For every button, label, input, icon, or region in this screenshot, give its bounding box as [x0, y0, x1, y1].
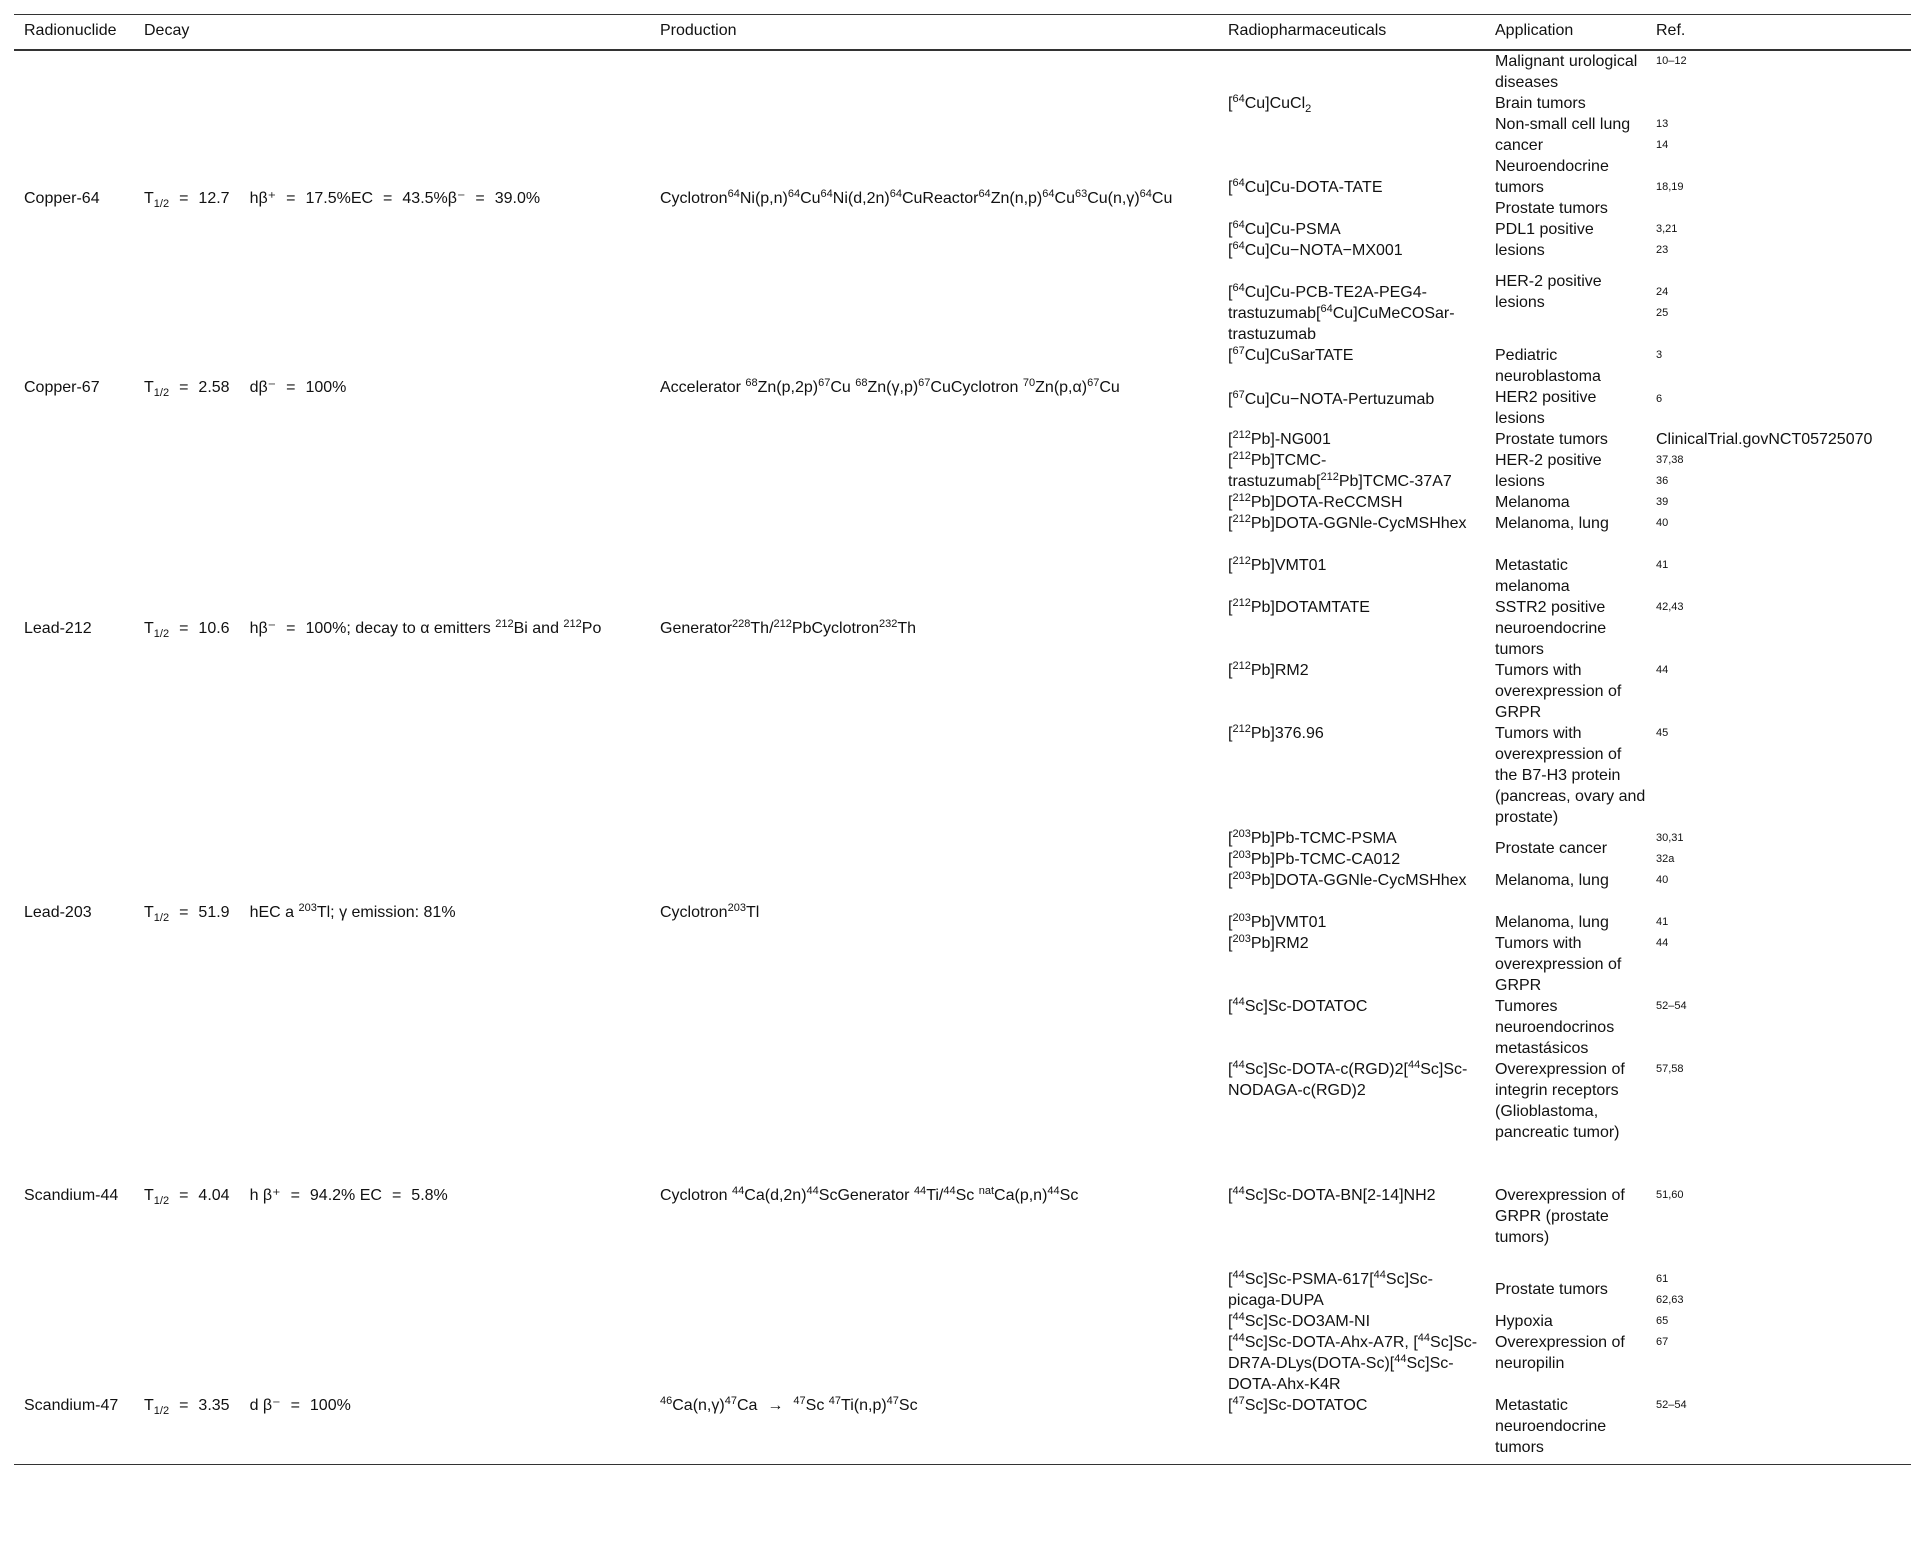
- pharma-item: [$^{212}$Pb]-NG001: [1228, 429, 1331, 448]
- pharma-item: [$^{212}$Pb]RM2: [1228, 660, 1309, 679]
- application-cell: Metastatic neuroendocrine tumors: [1485, 1395, 1646, 1465]
- decay-cell: $T_{1/2} = 4.04$ h β⁺ = 94.2% EC = 5.8%: [144, 1187, 448, 1207]
- ref-cell: 30,31 32a 40 41 44: [1656, 832, 1684, 949]
- nuclide-cell: Copper-64: [24, 189, 100, 207]
- ref-cell: 52–54: [1646, 1395, 1911, 1465]
- header-production: Production: [650, 15, 1218, 51]
- pharma-item: [$^{64}$Cu]Cu-DOTA-TATE: [1228, 177, 1383, 196]
- application-cell: Pediatric neuroblastoma HER2 positive lesions: [1495, 347, 1601, 427]
- ref-cell: ClinicalTrial.govNCT05725070 37,38 36 39 40 41 42,43 44 45: [1656, 431, 1873, 739]
- decay-cell: $T_{1/2} = 51.9$ hEC a $^{203}$Tl; γ emission: 81%: [144, 901, 456, 924]
- ref-cell: 3 6: [1656, 349, 1663, 405]
- nuclide-cell: Scandium-44: [24, 1187, 119, 1204]
- production-cell: Accelerator $^{68}Zn(p,2p)^{67}Cu$ $^{68}Zn(\gamma,p)^{67}CuCyclotron$ $^{70}Zn(p,\alpha)^{67}Cu$: [660, 376, 1120, 396]
- pharma-item: [$^{44}$Sc]Sc-DOTATOC: [1228, 996, 1368, 1015]
- pharma-item: [$^{44}$Sc]Sc-DO3AM-NI: [1228, 1311, 1371, 1330]
- nuclide-cell: Lead-203: [24, 903, 92, 921]
- table-row: [14, 50, 1911, 345]
- header-application: Application: [1485, 15, 1646, 51]
- pharma-item: [$^{212}$Pb]TCMC-trastuzumab[$^{212}$Pb]TCMC-37A7: [1228, 450, 1452, 490]
- pharma-item: [$^{212}$Pb]DOTA-ReCCMSH: [1228, 492, 1403, 511]
- pharma-item: [$^{203}$Pb]RM2: [1228, 933, 1309, 952]
- ref-cell: 10–12 13 14 18,19 3,21 23 24 25: [1656, 55, 1687, 319]
- pharma-cell: [1218, 50, 1485, 345]
- pharma-item: [$^{44}$Sc]Sc-DOTA-Ahx-A7R, [$^{44}$Sc]Sc-DR7A-DLys(DOTA-Sc)[$^{44}$Sc]Sc-DOTA-Ahx-K4R: [1228, 1332, 1478, 1393]
- pharma-item: [$^{47}$Sc]Sc-DOTATOC: [1228, 1395, 1368, 1414]
- header-decay: Decay: [134, 15, 650, 51]
- application-cell: Malignant urological diseases Brain tumors Non-small cell lung cancer Neuroendocrine tumors Prostate tumors PDL1 positive lesions HER-2 positive lesions: [1495, 53, 1638, 311]
- application-cell: Prostate tumors HER-2 positive lesions Melanoma Melanoma, lung Metastatic melanoma SSTR2 positive neuroendocrine tumors Tumors with overexpression of GRPR Tumors with overexpression of the B7-H3 protein (pancreas, ovary and prostate): [1495, 431, 1646, 826]
- pharma-item: [$^{44}$Sc]Sc-PSMA-617[$^{44}$Sc]Sc-picaga-DUPA: [1228, 1269, 1434, 1309]
- pharma-cell: [1218, 996, 1485, 1395]
- decay-cell: $T_{1/2} = 10.6$ hβ⁻ = 100%; decay to α emitters $^{212}$Bi and $^{212}$Po: [144, 618, 602, 640]
- pharma-cell: [1218, 429, 1485, 828]
- application-cell: Prostate cancer Melanoma, lung Melanoma, lung Tumors with overexpression of GRPR: [1495, 840, 1622, 994]
- header-ref: Ref.: [1646, 15, 1911, 51]
- ref-cell: 52–54 57,58 51,60 61 62,63 65 67: [1656, 1000, 1687, 1348]
- production-cell: Cyclotron$^{203}$Tl: [660, 901, 760, 921]
- application-cell: Tumores neuroendocrinos metastásicos Overexpression of integrin receptors (Glioblastoma, pancreatic tumor) Overexpression of GRPR (prostate tumors) Prostate tumors Hypoxia Overexpression of neuropilin: [1495, 998, 1625, 1372]
- production-cell: $^{46}Ca(n,\gamma)^{47}Ca \to ^{47}Sc$ $^{47}Ti(n,p)^{47}Sc$: [650, 1395, 1218, 1465]
- header-radionuclide: Radionuclide: [14, 15, 134, 51]
- pharma-cell: [1218, 1395, 1485, 1465]
- pharma-item: [$^{44}$Sc]Sc-DOTA-BN[2-14]NH2: [1228, 1185, 1436, 1204]
- pharma-cell: [1218, 345, 1485, 429]
- table-row: [14, 828, 1911, 996]
- pharma-cell: [1218, 828, 1485, 996]
- nuclide-cell: Copper-67: [24, 378, 100, 396]
- production-cell: Cyclotron $^{44}Ca(d,2n)^{44}ScGenerator$ $^{44}$Ti/$^{44}$Sc $^{nat}Ca(p,n)^{44}Sc$: [660, 1185, 1079, 1204]
- nuclide-cell: Lead-212: [24, 620, 92, 637]
- header-row: [14, 15, 1911, 51]
- decay-cell: $T_{1/2} = 3.35$ d β⁻ = 100%: [134, 1395, 650, 1465]
- decay-cell: $T_{1/2} = 12.7$ hβ⁺ = 17.5%EC = 43.5%β⁻ = 39.0%: [144, 189, 541, 210]
- table-row: [14, 996, 1911, 1395]
- pharma-item: [$^{64}$Cu]Cu-PSMA: [1228, 219, 1341, 238]
- table-row: [14, 345, 1911, 429]
- pharma-item: [$^{212}$Pb]DOTA-GGNle-CycMSHhex: [1228, 513, 1467, 532]
- pharma-item: [$^{67}$Cu]CuSarTATE: [1228, 345, 1354, 364]
- decay-cell: $T_{1/2} = 2.58$ dβ⁻ = 100%: [144, 378, 347, 399]
- pharma-item: [$^{64}$Cu]Cu−NOTA−MX001: [1228, 240, 1403, 259]
- table-row: [14, 1395, 1911, 1465]
- pharma-item: [$^{203}$Pb]VMT01: [1228, 912, 1327, 931]
- header-radiopharmaceuticals: Radiopharmaceuticals: [1218, 15, 1485, 51]
- pharma-item: [$^{203}$Pb]Pb-TCMC-CA012: [1228, 849, 1401, 868]
- pharma-item: [$^{212}$Pb]DOTAMTATE: [1228, 597, 1370, 616]
- pharma-item: [$^{44}$Sc]Sc-DOTA-c(RGD)2[$^{44}$Sc]Sc-NODAGA-c(RGD)2: [1228, 1059, 1468, 1099]
- nuclide-cell: Scandium-47: [14, 1395, 134, 1465]
- table-row: [14, 429, 1911, 828]
- pharma-item: [$^{203}$Pb]Pb-TCMC-PSMA: [1228, 828, 1397, 847]
- production-cell: $Cyclotron^{64}Ni(p,n)^{64}Cu^{64}Ni(d,2n)^{64}CuReactor^{64}Zn(n,p)^{64}Cu^{63}Cu(n,\gamma)^{64}Cu$: [660, 187, 1173, 207]
- pharma-item: [$^{67}$Cu]Cu−NOTA-Pertuzumab: [1228, 389, 1435, 408]
- pharma-item: [$^{64}$Cu]Cu-PCB-TE2A-PEG4-trastuzumab[$^{64}$Cu]CuMeCOSar-trastuzumab: [1228, 282, 1455, 343]
- pharma-item: [$^{212}$Pb]VMT01: [1228, 555, 1327, 574]
- pharma-item: [$^{64}$Cu]CuCl$_2$: [1228, 93, 1312, 115]
- radionuclide-table: [14, 14, 1911, 1465]
- production-cell: Generator$^{228}$Th/$^{212}$PbCyclotron$^{232}$Th: [660, 618, 917, 637]
- pharma-item: [$^{212}$Pb]376.96: [1228, 723, 1324, 742]
- pharma-item: [$^{203}$Pb]DOTA-GGNle-CycMSHhex: [1228, 870, 1467, 889]
